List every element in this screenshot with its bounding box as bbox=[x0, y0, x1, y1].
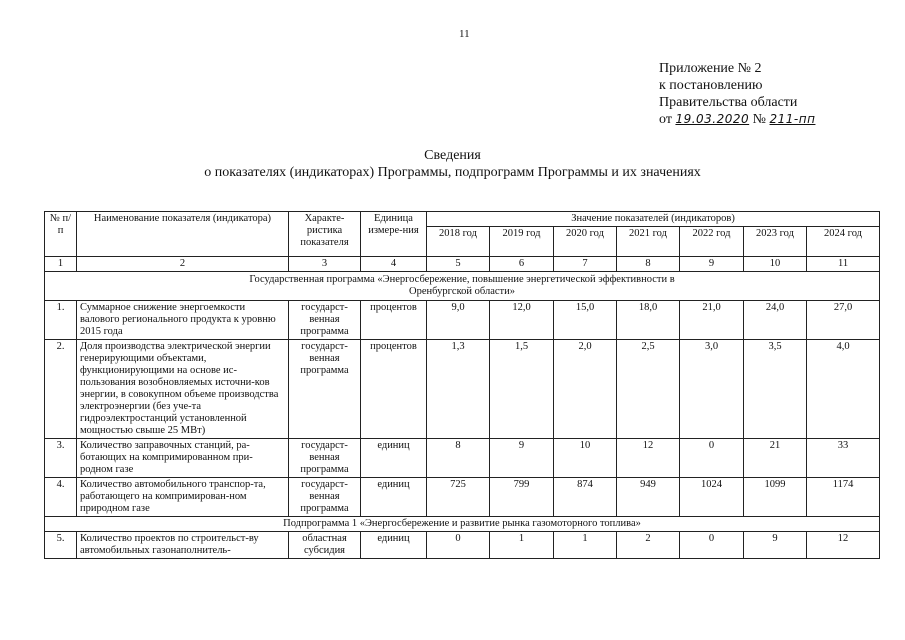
row-value: 12,0 bbox=[490, 301, 554, 340]
row-num: 5. bbox=[45, 532, 77, 559]
column-number-row bbox=[45, 257, 880, 272]
section-row-subprogram bbox=[45, 517, 880, 532]
row-characteristic: областная субсидия bbox=[289, 532, 361, 559]
row-unit: единиц bbox=[361, 439, 427, 478]
row-characteristic: государст-венная программа bbox=[289, 340, 361, 439]
row-num: 1. bbox=[45, 301, 77, 340]
row-value: 874 bbox=[554, 478, 617, 517]
appendix-line-1: Приложение № 2 bbox=[659, 61, 762, 76]
column-number: 10 bbox=[744, 257, 807, 272]
row-value: 3,0 bbox=[680, 340, 744, 439]
header-num: № п/п bbox=[45, 212, 77, 257]
row-characteristic: государст-венная программа bbox=[289, 439, 361, 478]
title-line-1: Сведения bbox=[424, 148, 481, 163]
section-title-program: Государственная программа «Энергосбережение, повышение энергетической эффективности в Оренбургской области» bbox=[45, 272, 880, 301]
row-name: Суммарное снижение энергоемкости валового регионального продукта к уровню 2015 года bbox=[77, 301, 289, 340]
header-values-group: Значение показателей (индикаторов) bbox=[427, 212, 880, 227]
column-number: 4 bbox=[361, 257, 427, 272]
header-unit: Единица измере-ния bbox=[361, 212, 427, 257]
row-characteristic: государст-венная программа bbox=[289, 478, 361, 517]
row-value: 1,5 bbox=[490, 340, 554, 439]
row-value: 9,0 bbox=[427, 301, 490, 340]
row-unit: единиц bbox=[361, 478, 427, 517]
column-number: 3 bbox=[289, 257, 361, 272]
row-num: 4. bbox=[45, 478, 77, 517]
row-value: 1024 bbox=[680, 478, 744, 517]
row-value: 33 bbox=[807, 439, 880, 478]
row-unit: процентов bbox=[361, 301, 427, 340]
row-value: 18,0 bbox=[617, 301, 680, 340]
row-value: 24,0 bbox=[744, 301, 807, 340]
header-characteristic: Характе-ристика показателя bbox=[289, 212, 361, 257]
column-number: 7 bbox=[554, 257, 617, 272]
header-year: 2019 год bbox=[490, 227, 554, 257]
row-value: 8 bbox=[427, 439, 490, 478]
document-title bbox=[0, 147, 905, 181]
column-number: 6 bbox=[490, 257, 554, 272]
row-value: 2,0 bbox=[554, 340, 617, 439]
header-year: 2018 год bbox=[427, 227, 490, 257]
column-number: 9 bbox=[680, 257, 744, 272]
row-value: 27,0 bbox=[807, 301, 880, 340]
row-name: Доля производства электрической энергии генерирующими объектами, функционирующими на основе ис-пользования возобновляемых источни-ков энергии, в совокупном объеме производства электроэнергии (без уче-та гидроэлектростанций установленной мощностью свыше 25 МВт) bbox=[77, 340, 289, 439]
row-unit: процентов bbox=[361, 340, 427, 439]
page-number: 11 bbox=[459, 28, 470, 40]
column-number: 5 bbox=[427, 257, 490, 272]
row-name: Количество проектов по строительст-ву автомобильных газонаполнитель- bbox=[77, 532, 289, 559]
indicators-table bbox=[44, 211, 880, 559]
appendix-line-3: Правительства области bbox=[659, 95, 798, 110]
row-value: 9 bbox=[490, 439, 554, 478]
row-value: 21 bbox=[744, 439, 807, 478]
header-name: Наименование показателя (индикатора) bbox=[77, 212, 289, 257]
table-header-row bbox=[45, 212, 880, 227]
table-row bbox=[45, 301, 880, 340]
row-value: 2,5 bbox=[617, 340, 680, 439]
header-year: 2020 год bbox=[554, 227, 617, 257]
section-row-program bbox=[45, 272, 880, 301]
row-value: 0 bbox=[680, 439, 744, 478]
appendix-block bbox=[659, 60, 815, 128]
table-row bbox=[45, 439, 880, 478]
date-prefix: от bbox=[659, 112, 672, 127]
row-value: 2 bbox=[617, 532, 680, 559]
table-row bbox=[45, 532, 880, 559]
row-value: 1099 bbox=[744, 478, 807, 517]
title-line-2: о показателях (индикаторах) Программы, подпрограмм Программы и их значениях bbox=[204, 165, 701, 180]
row-value: 12 bbox=[807, 532, 880, 559]
row-value: 3,5 bbox=[744, 340, 807, 439]
row-num: 2. bbox=[45, 340, 77, 439]
row-value: 1174 bbox=[807, 478, 880, 517]
document-number: 211-пп bbox=[769, 112, 816, 126]
table-row bbox=[45, 478, 880, 517]
column-number: 1 bbox=[45, 257, 77, 272]
header-year: 2024 год bbox=[807, 227, 880, 257]
row-value: 9 bbox=[744, 532, 807, 559]
row-value: 1 bbox=[490, 532, 554, 559]
appendix-date-line bbox=[659, 111, 815, 128]
row-value: 1 bbox=[554, 532, 617, 559]
row-value: 12 bbox=[617, 439, 680, 478]
section-title-subprogram: Подпрограмма 1 «Энергосбережение и развитие рынка газомоторного топлива» bbox=[45, 517, 880, 532]
row-name: Количество автомобильного транспор-та, работающего на компримирован-ном природном газе bbox=[77, 478, 289, 517]
row-name: Количество заправочных станций, ра-ботающих на компримированном при-родном газе bbox=[77, 439, 289, 478]
row-value: 10 bbox=[554, 439, 617, 478]
row-value: 1,3 bbox=[427, 340, 490, 439]
column-number: 8 bbox=[617, 257, 680, 272]
row-unit: единиц bbox=[361, 532, 427, 559]
header-year: 2023 год bbox=[744, 227, 807, 257]
document-date: 19.03.2020 bbox=[675, 112, 750, 126]
header-year: 2021 год bbox=[617, 227, 680, 257]
column-number: 11 bbox=[807, 257, 880, 272]
row-characteristic: государст-венная программа bbox=[289, 301, 361, 340]
row-value: 0 bbox=[680, 532, 744, 559]
number-prefix: № bbox=[752, 112, 767, 127]
header-year: 2022 год bbox=[680, 227, 744, 257]
column-number: 2 bbox=[77, 257, 289, 272]
row-value: 0 bbox=[427, 532, 490, 559]
row-value: 21,0 bbox=[680, 301, 744, 340]
appendix-line-2: к постановлению bbox=[659, 78, 763, 93]
row-value: 949 bbox=[617, 478, 680, 517]
row-value: 15,0 bbox=[554, 301, 617, 340]
table-row bbox=[45, 340, 880, 439]
row-value: 799 bbox=[490, 478, 554, 517]
row-value: 4,0 bbox=[807, 340, 880, 439]
row-num: 3. bbox=[45, 439, 77, 478]
row-value: 725 bbox=[427, 478, 490, 517]
